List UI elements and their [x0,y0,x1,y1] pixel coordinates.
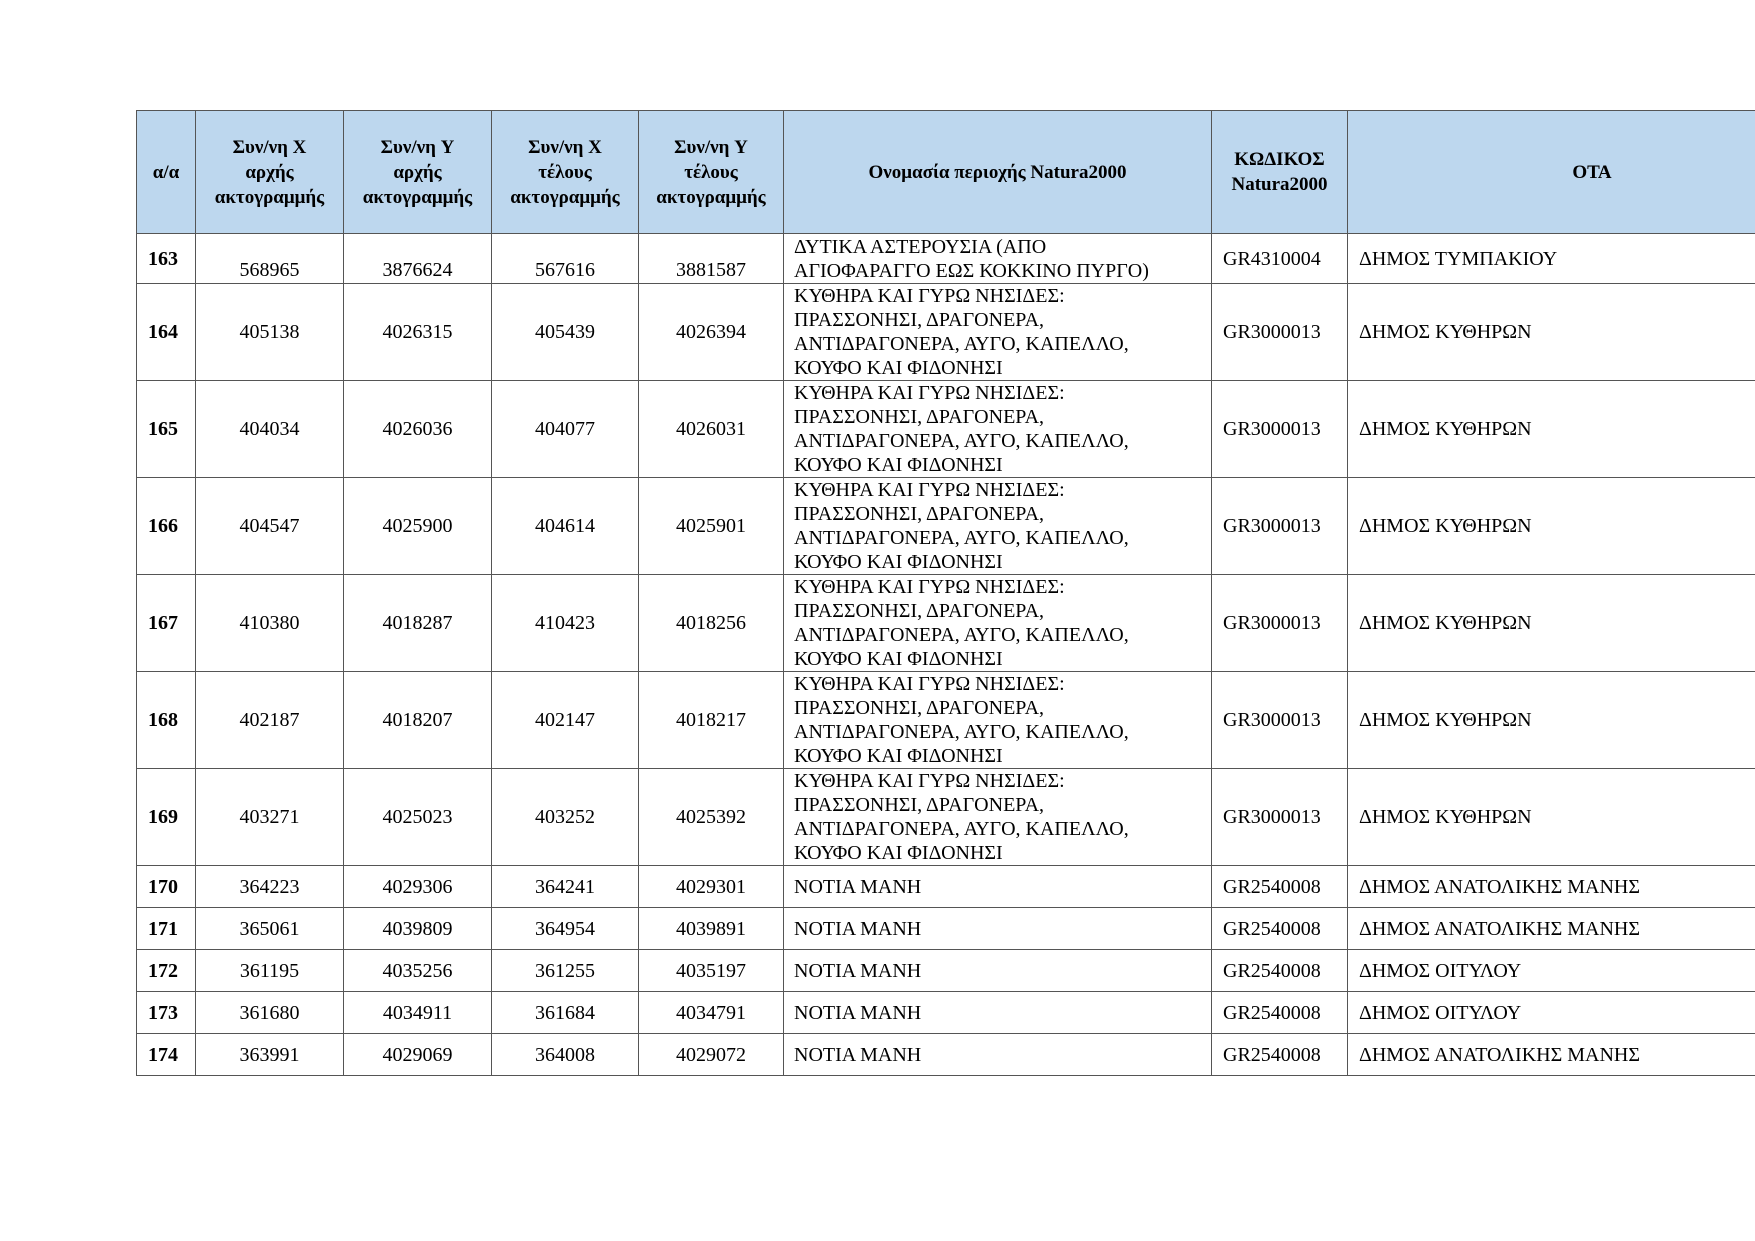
area-name-cell: ΚΥΘΗΡΑ ΚΑΙ ΓΥΡΩ ΝΗΣΙΔΕΣ: ΠΡΑΣΣΟΝΗΣΙ, ΔΡΑΓΟΝΕΡΑ, ΑΝΤΙΔΡΑΓΟΝΕΡΑ, ΑΥΓΟ, ΚΑΠΕΛΛΟ, ΚΟΥΦΟ ΚΑΙ ΦΙΔΟΝΗΣΙ [784,575,1212,672]
row-index: 171 [137,908,196,950]
x-end-cell: 364954 [492,908,639,950]
natura-code-cell: GR3000013 [1212,381,1348,478]
area-name-cell: ΚΥΘΗΡΑ ΚΑΙ ΓΥΡΩ ΝΗΣΙΔΕΣ: ΠΡΑΣΣΟΝΗΣΙ, ΔΡΑΓΟΝΕΡΑ, ΑΝΤΙΔΡΑΓΟΝΕΡΑ, ΑΥΓΟ, ΚΑΠΕΛΛΟ, ΚΟΥΦΟ ΚΑΙ ΦΙΔΟΝΗΣΙ [784,769,1212,866]
y-end-cell: 4025901 [639,478,784,575]
y-end-cell: 4018256 [639,575,784,672]
y-end-cell: 3881587 [639,234,784,284]
ota-cell: ΔΗΜΟΣ ΚΥΘΗΡΩΝ [1348,478,1755,575]
x-start-cell: 402187 [196,672,344,769]
y-start-cell: 4029306 [344,866,492,908]
y-end-cell: 4026031 [639,381,784,478]
row-index: 168 [137,672,196,769]
area-name-cell: ΚΥΘΗΡΑ ΚΑΙ ΓΥΡΩ ΝΗΣΙΔΕΣ: ΠΡΑΣΣΟΝΗΣΙ, ΔΡΑΓΟΝΕΡΑ, ΑΝΤΙΔΡΑΓΟΝΕΡΑ, ΑΥΓΟ, ΚΑΠΕΛΛΟ, ΚΟΥΦΟ ΚΑΙ ΦΙΔΟΝΗΣΙ [784,381,1212,478]
ota-cell: ΔΗΜΟΣ ΤΥΜΠΑΚΙΟΥ [1348,234,1755,284]
natura-code-cell: GR2540008 [1212,908,1348,950]
x-start-cell: 363991 [196,1034,344,1076]
table-row [137,575,1755,672]
x-end-cell: 405439 [492,284,639,381]
y-start-cell: 4034911 [344,992,492,1034]
area-name-cell: ΝΟΤΙΑ ΜΑΝΗ [784,1034,1212,1076]
natura-code-cell: GR3000013 [1212,478,1348,575]
y-end-cell: 4035197 [639,950,784,992]
ota-cell: ΔΗΜΟΣ ΑΝΑΤΟΛΙΚΗΣ ΜΑΝΗΣ [1348,1034,1755,1076]
natura-code-cell: GR2540008 [1212,1034,1348,1076]
area-name-cell: ΚΥΘΗΡΑ ΚΑΙ ΓΥΡΩ ΝΗΣΙΔΕΣ: ΠΡΑΣΣΟΝΗΣΙ, ΔΡΑΓΟΝΕΡΑ, ΑΝΤΙΔΡΑΓΟΝΕΡΑ, ΑΥΓΟ, ΚΑΠΕΛΛΟ, ΚΟΥΦΟ ΚΑΙ ΦΙΔΟΝΗΣΙ [784,672,1212,769]
ota-cell: ΔΗΜΟΣ ΚΥΘΗΡΩΝ [1348,769,1755,866]
table-row [137,908,1755,950]
row-index: 174 [137,1034,196,1076]
area-name-cell: ΚΥΘΗΡΑ ΚΑΙ ΓΥΡΩ ΝΗΣΙΔΕΣ: ΠΡΑΣΣΟΝΗΣΙ, ΔΡΑΓΟΝΕΡΑ, ΑΝΤΙΔΡΑΓΟΝΕΡΑ, ΑΥΓΟ, ΚΑΠΕΛΛΟ, ΚΟΥΦΟ ΚΑΙ ΦΙΔΟΝΗΣΙ [784,284,1212,381]
natura-code-cell: GR2540008 [1212,866,1348,908]
x-start-cell: 404547 [196,478,344,575]
natura-code-cell: GR3000013 [1212,575,1348,672]
ota-cell: ΔΗΜΟΣ ΚΥΘΗΡΩΝ [1348,575,1755,672]
y-start-cell: 4025900 [344,478,492,575]
area-name-cell: ΝΟΤΙΑ ΜΑΝΗ [784,992,1212,1034]
table-row [137,478,1755,575]
ota-cell: ΔΗΜΟΣ ΑΝΑΤΟΛΙΚΗΣ ΜΑΝΗΣ [1348,908,1755,950]
header-area-name: Ονομασία περιοχής Natura2000 [784,111,1212,234]
row-index: 165 [137,381,196,478]
y-start-cell: 4018287 [344,575,492,672]
table-row [137,769,1755,866]
table-row [137,381,1755,478]
ota-cell: ΔΗΜΟΣ ΚΥΘΗΡΩΝ [1348,284,1755,381]
y-start-cell: 3876624 [344,234,492,284]
table-row [137,992,1755,1034]
y-end-cell: 4029301 [639,866,784,908]
header-aa: α/α [137,111,196,234]
x-end-cell: 402147 [492,672,639,769]
table-row [137,672,1755,769]
x-start-cell: 410380 [196,575,344,672]
x-start-cell: 405138 [196,284,344,381]
ota-cell: ΔΗΜΟΣ ΟΙΤΥΛΟΥ [1348,992,1755,1034]
x-start-cell: 361680 [196,992,344,1034]
x-end-cell: 364008 [492,1034,639,1076]
row-index: 173 [137,992,196,1034]
y-end-cell: 4026394 [639,284,784,381]
area-name-cell: ΝΟΤΙΑ ΜΑΝΗ [784,908,1212,950]
header-ota: ΟΤΑ [1348,111,1755,234]
row-index: 167 [137,575,196,672]
table-row [137,234,1755,284]
natura-coastline-table [136,110,1755,1076]
x-start-cell: 404034 [196,381,344,478]
header-x-end: Συν/νη X τέλους ακτογραμμής [492,111,639,234]
y-start-cell: 4018207 [344,672,492,769]
y-end-cell: 4029072 [639,1034,784,1076]
x-end-cell: 410423 [492,575,639,672]
table-row [137,866,1755,908]
y-start-cell: 4025023 [344,769,492,866]
row-index: 172 [137,950,196,992]
x-start-cell: 403271 [196,769,344,866]
row-index: 166 [137,478,196,575]
area-name-cell: ΚΥΘΗΡΑ ΚΑΙ ΓΥΡΩ ΝΗΣΙΔΕΣ: ΠΡΑΣΣΟΝΗΣΙ, ΔΡΑΓΟΝΕΡΑ, ΑΝΤΙΔΡΑΓΟΝΕΡΑ, ΑΥΓΟ, ΚΑΠΕΛΛΟ, ΚΟΥΦΟ ΚΑΙ ΦΙΔΟΝΗΣΙ [784,478,1212,575]
header-y-end: Συν/νη Y τέλους ακτογραμμής [639,111,784,234]
y-start-cell: 4035256 [344,950,492,992]
x-end-cell: 361255 [492,950,639,992]
area-name-cell: ΝΟΤΙΑ ΜΑΝΗ [784,866,1212,908]
natura-code-cell: GR4310004 [1212,234,1348,284]
x-end-cell: 404077 [492,381,639,478]
x-start-cell: 365061 [196,908,344,950]
y-end-cell: 4025392 [639,769,784,866]
x-start-cell: 568965 [196,234,344,284]
y-start-cell: 4029069 [344,1034,492,1076]
header-y-start: Συν/νη Y αρχής ακτογραμμής [344,111,492,234]
x-end-cell: 567616 [492,234,639,284]
x-end-cell: 361684 [492,992,639,1034]
natura-code-cell: GR3000013 [1212,769,1348,866]
y-start-cell: 4039809 [344,908,492,950]
x-end-cell: 403252 [492,769,639,866]
natura-code-cell: GR2540008 [1212,950,1348,992]
table-row [137,1034,1755,1076]
x-start-cell: 361195 [196,950,344,992]
row-index: 164 [137,284,196,381]
table-header-row [137,111,1755,234]
natura-code-cell: GR3000013 [1212,284,1348,381]
y-end-cell: 4034791 [639,992,784,1034]
y-start-cell: 4026315 [344,284,492,381]
x-start-cell: 364223 [196,866,344,908]
ota-cell: ΔΗΜΟΣ ΚΥΘΗΡΩΝ [1348,381,1755,478]
area-name-cell: ΝΟΤΙΑ ΜΑΝΗ [784,950,1212,992]
table-row [137,950,1755,992]
natura-code-cell: GR3000013 [1212,672,1348,769]
header-x-start: Συν/νη X αρχής ακτογραμμής [196,111,344,234]
row-index: 163 [137,234,196,284]
y-end-cell: 4018217 [639,672,784,769]
area-name-cell: ΔΥΤΙΚΑ ΑΣΤΕΡΟΥΣΙΑ (ΑΠΟ ΑΓΙΟΦΑΡΑΓΓΟ ΕΩΣ ΚΟΚΚΙΝΟ ΠΥΡΓΟ) [784,234,1212,284]
table-row [137,284,1755,381]
x-end-cell: 364241 [492,866,639,908]
header-natura-code: ΚΩΔΙΚΟΣ Natura2000 [1212,111,1348,234]
ota-cell: ΔΗΜΟΣ ΚΥΘΗΡΩΝ [1348,672,1755,769]
y-start-cell: 4026036 [344,381,492,478]
ota-cell: ΔΗΜΟΣ ΟΙΤΥΛΟΥ [1348,950,1755,992]
y-end-cell: 4039891 [639,908,784,950]
ota-cell: ΔΗΜΟΣ ΑΝΑΤΟΛΙΚΗΣ ΜΑΝΗΣ [1348,866,1755,908]
natura-code-cell: GR2540008 [1212,992,1348,1034]
x-end-cell: 404614 [492,478,639,575]
row-index: 169 [137,769,196,866]
row-index: 170 [137,866,196,908]
